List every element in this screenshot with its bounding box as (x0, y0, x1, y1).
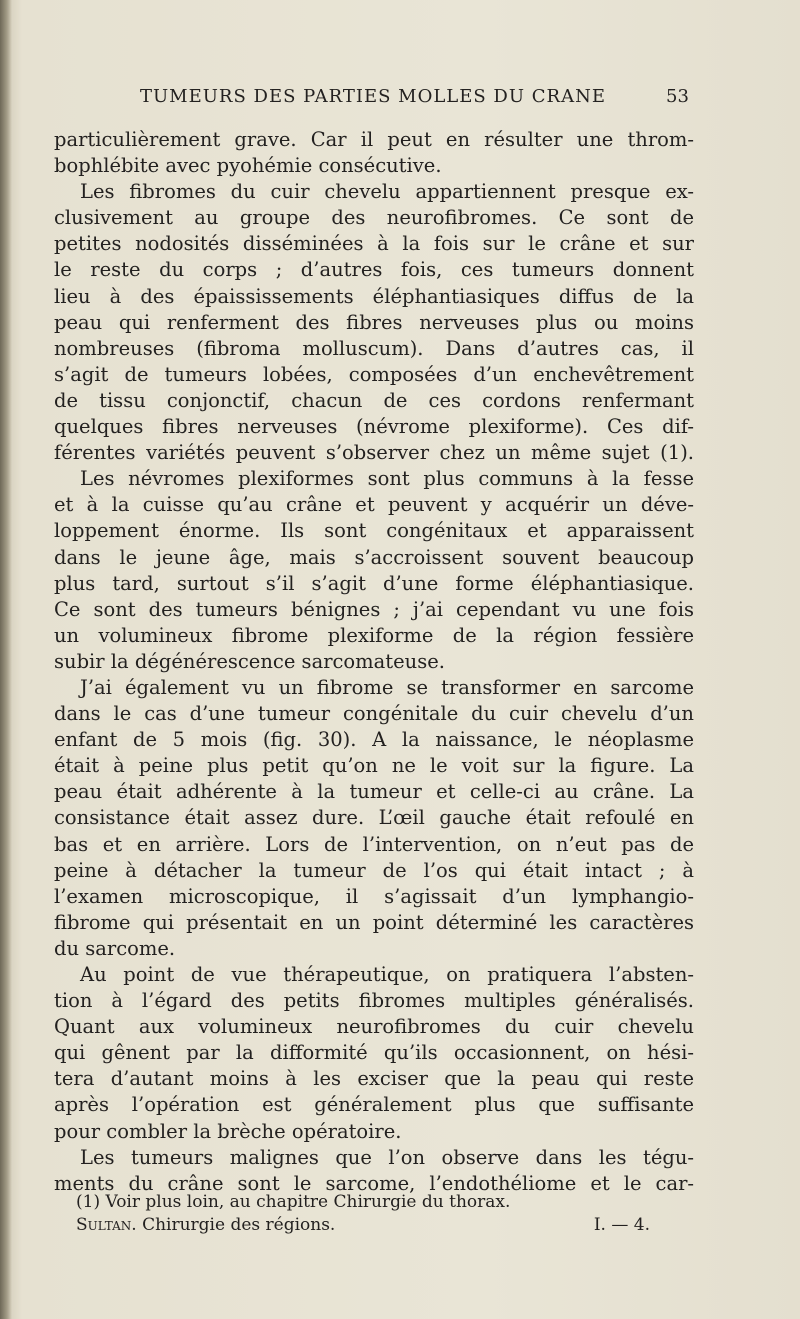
text-line: plus tard, surtout s’il s’agit d’une forme éléphantiasique. (54, 571, 694, 595)
running-head: TUMEURS DES PARTIES MOLLES DU CRANE (140, 86, 606, 107)
text-line: fibrome qui présentait en un point déterminé les caractères (54, 910, 694, 934)
text-line: ments du crâne sont le sarcome, l’endothéliome et le car- (54, 1171, 694, 1195)
signature-title: . Chirurgie des régions. (131, 1215, 336, 1235)
text-line: Au point de vue thérapeutique, on pratiquera l’absten- (80, 963, 694, 986)
signature-line (54, 1214, 694, 1237)
text-line: peau était adhérente à la tumeur et celle-ci au crâne. La (54, 780, 694, 804)
text-line: particulièrement grave. Car il peut en résulter une throm- (54, 128, 694, 151)
text-line: Quant aux volumineux neurofibromes du cuir chevelu (54, 1015, 694, 1039)
text-line: férentes variétés peuvent s’observer chez un même sujet (1). (54, 441, 694, 465)
signature-author: Sultan (76, 1215, 132, 1235)
text-line: clusivement au groupe des neurofibromes. Ce sont de (54, 206, 694, 230)
text-line: de tissu conjonctif, chacun de ces cordons renfermant (54, 388, 694, 412)
text-line: qui gênent par la difformité qu’ils occasionnent, on hési- (54, 1041, 694, 1065)
text-line: peine à détacher la tumeur de l’os qui était intact ; à (54, 858, 694, 882)
text-line: dans le cas d’une tumeur congénitale du cuir chevelu d’un (54, 702, 694, 726)
text-line: petites nodosités disséminées à la fois sur le crâne et sur (54, 232, 694, 256)
text-line: dans le jeune âge, mais s’accroissent souvent beaucoup (54, 545, 694, 569)
text-line: nombreuses (fibroma molluscum). Dans d’autres cas, il (54, 336, 694, 360)
text-line: et à la cuisse qu’au crâne et peuvent y acquérir un déve- (54, 493, 694, 517)
text-line: du sarcome. (54, 936, 176, 960)
signature-mark: I. — 4. (593, 1215, 650, 1235)
text-line: Les névromes plexiformes sont plus communs à la fesse (80, 467, 694, 491)
text-line: l’examen microscopique, il s’agissait d’un lymphangio- (54, 884, 694, 908)
text-line: Les fibromes du cuir chevelu appartiennent presque ex- (80, 180, 694, 204)
text-line: Les tumeurs malignes que l’on observe dans les tégu- (80, 1145, 694, 1169)
text-line: un volumineux fibrome plexiforme de la région fessière (54, 623, 694, 647)
footnote: (1) Voir plus loin, au chapitre Chirurgie du thorax. (76, 1192, 511, 1212)
page-header (0, 86, 800, 116)
text-line: peau qui renferment des fibres nerveuses plus ou moins (54, 310, 694, 334)
text-line: consistance était assez dure. L’œil gauche était refoulé en (54, 806, 694, 830)
page-binding-edge (0, 0, 12, 1319)
text-line: bophlébite avec pyohémie consécutive. (54, 154, 442, 178)
text-line: pour combler la brèche opératoire. (54, 1119, 402, 1143)
page-number: 53 (666, 86, 689, 107)
text-line: bas et en arrière. Lors de l’intervention, on n’eut pas de (54, 832, 694, 856)
footnote-area (54, 1191, 694, 1237)
text-line: enfant de 5 mois (fig. 30). A la naissance, le néoplasme (54, 728, 694, 752)
text-line: J’ai également vu un fibrome se transformer en sarcome (80, 675, 694, 699)
text-line: tion à l’égard des petits fibromes multiples généralisés. (54, 989, 694, 1013)
text-line: était à peine plus petit qu’on ne le voit sur la figure. La (54, 754, 694, 778)
body-text (54, 127, 694, 1197)
text-line: subir la dégénérescence sarcomateuse. (54, 649, 445, 673)
text-line: Ce sont des tumeurs bénignes ; j’ai cependant vu une fois (54, 597, 694, 621)
text-line: lieu à des épaississements éléphantiasiques diffus de la (54, 284, 694, 308)
text-line: loppement énorme. Ils sont congénitaux et apparaissent (54, 519, 694, 543)
text-line: le reste du corps ; d’autres fois, ces tumeurs donnent (54, 258, 694, 282)
text-line: quelques fibres nerveuses (névrome plexiforme). Ces dif- (54, 415, 694, 439)
text-line: après l’opération est généralement plus que suffisante (54, 1093, 694, 1117)
signature-left (76, 1214, 335, 1237)
text-line: s’agit de tumeurs lobées, composées d’un enchevêtrement (54, 362, 694, 386)
text-line: tera d’autant moins à les exciser que la peau qui reste (54, 1067, 694, 1091)
